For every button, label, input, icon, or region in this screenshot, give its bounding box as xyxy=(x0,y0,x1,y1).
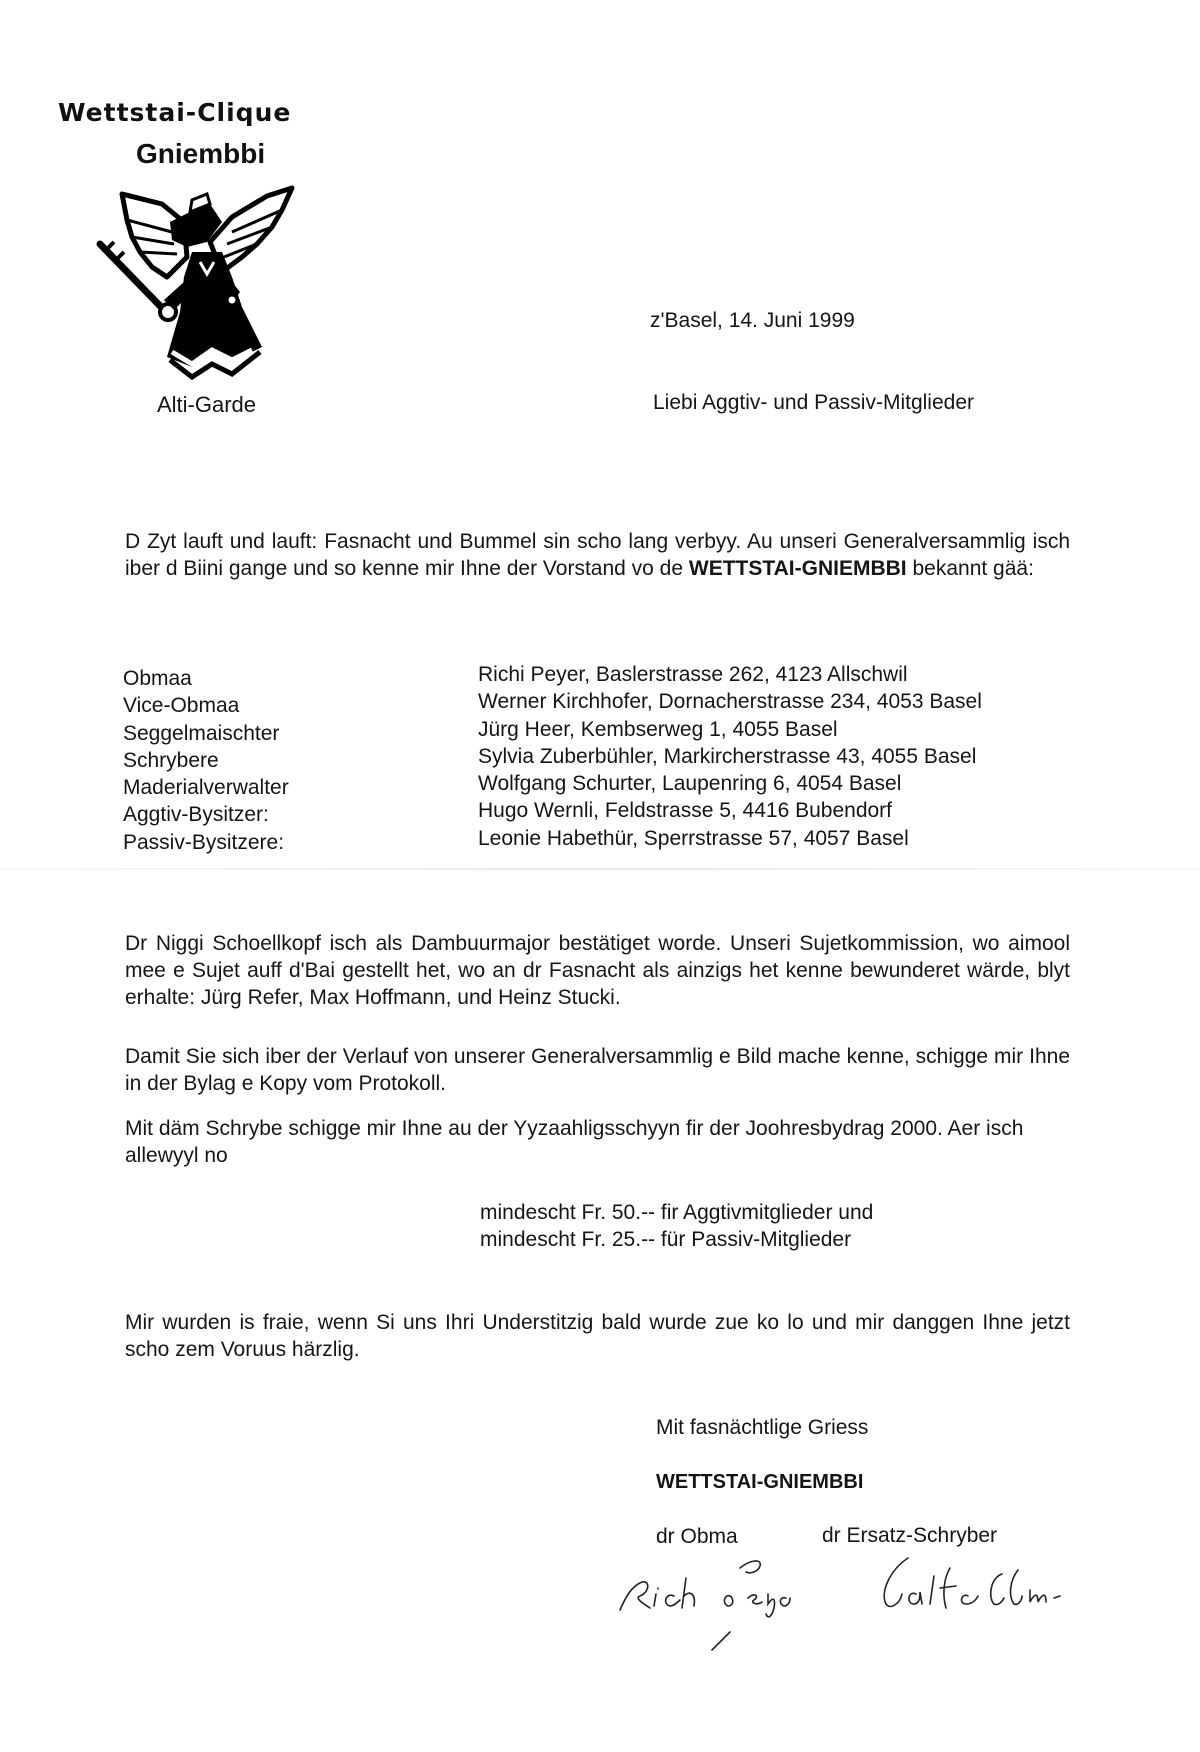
board-member: Sylvia Zuberbühler, Markircherstrasse 43, 4055 Basel xyxy=(478,744,977,768)
org-name: Wettstai-Clique xyxy=(58,98,292,127)
closing-org-name: WETTSTAI-GNIEMBBI xyxy=(656,1471,864,1493)
org-subtitle: Gniembbi xyxy=(136,138,266,169)
closing-greeting: Mit fasnächtlige Griess xyxy=(656,1416,869,1439)
board-members xyxy=(478,661,982,852)
board-role: Maderialverwalter xyxy=(123,776,289,800)
board-role: Obmaa xyxy=(123,667,192,690)
signature-secretary xyxy=(884,1558,1060,1608)
board-member: Jürg Heer, Kembserweg 1, 4055 Basel xyxy=(478,717,838,741)
intro-org-name: WETTSTAI-GNIEMBBI xyxy=(688,557,907,580)
drum-major-paragraph: Dr Niggi Schoellkopf isch als Dambuurmajor bestätiget worde. Unseri Sujetkommission, wo aimool mee e Sujet auff d'Bai gestellt het, wo an dr Fasnacht als ainzigs het kenne bewunderet wärde, blyt erhalte: Jürg Refer, Max Hoffmann, und Heinz Stucki. xyxy=(125,932,1070,1009)
intro-text-end: bekannt gää: xyxy=(906,557,1034,580)
salutation: Liebi Aggtiv- und Passiv-Mitglieder xyxy=(653,391,974,414)
fee-passive: mindescht Fr. 25.-- für Passiv-Mitglieder xyxy=(480,1228,852,1251)
paper-fold-line xyxy=(0,868,1200,870)
protocol-paragraph: Damit Sie sich iber der Verlauf von unserer Generalversammlig e Bild mache kenne, schigge mir Ihne in der Bylag e Kopy vom Protokoll. xyxy=(125,1045,1070,1095)
division-label: Alti-Garde xyxy=(157,392,257,417)
board-role: Schrybere xyxy=(123,748,219,772)
signer-role-secretary: dr Ersatz-Schryber xyxy=(822,1524,998,1547)
board-member: Werner Kirchhofer, Dornacherstrasse 234, 4053 Basel xyxy=(478,690,982,714)
board-role: Vice-Obmaa xyxy=(123,694,240,718)
intro-paragraph xyxy=(125,528,1070,582)
letter-date: z'Basel, 14. Juni 1999 xyxy=(650,309,855,332)
board-member: Leonie Habethür, Sperrstrasse 57, 4057 Basel xyxy=(478,826,909,850)
board-member: Hugo Wernli, Feldstrasse 5, 4416 Bubendorf xyxy=(478,799,893,823)
board-role: Seggelmaischter xyxy=(123,721,280,745)
board-member: Wolfgang Schurter, Laupenring 6, 4054 Basel xyxy=(478,772,902,796)
bat-winged-drum-major-icon xyxy=(92,182,302,382)
handwritten-signatures xyxy=(590,1548,1110,1688)
payment-paragraph: Mit däm Schrybe schigge mir Ihne au der Yyzaahligsschyyn fir der Joohresbydrag 2000. Aer isch allewyyl no xyxy=(125,1117,1024,1167)
signature-president xyxy=(620,1561,790,1650)
fee-list xyxy=(480,1199,873,1253)
board-role: Aggtiv-Bysitzer: xyxy=(123,803,269,827)
board-role: Passiv-Bysitzere: xyxy=(123,830,285,854)
signer-role-president: dr Obma xyxy=(656,1525,738,1548)
board-member: Richi Peyer, Baslerstrasse 262, 4123 Allschwil xyxy=(478,663,908,686)
fee-active: mindescht Fr. 50.-- fir Aggtivmitglieder und xyxy=(480,1201,874,1224)
thanks-paragraph: Mir wurden is fraie, wenn Si uns Ihri Understitzig bald wurde zue ko lo und mir danggen Ihne jetzt scho zem Voruus härzlig. xyxy=(125,1311,1070,1361)
board-roles xyxy=(123,665,289,856)
intro-text: D Zyt lauft und lauft: Fasnacht und Bummel sin scho lang verbyy. Au unseri Generalversammlig isch iber d Biini gange und so kenne mir Ihne der Vorstand vo de xyxy=(125,530,1070,580)
